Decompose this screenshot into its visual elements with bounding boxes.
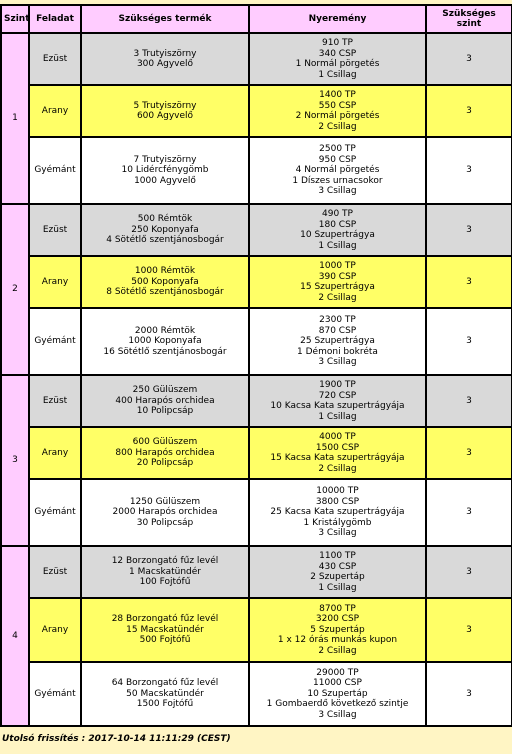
required-item: 300 Agyvelő <box>136 59 194 69</box>
quest-table <box>0 4 512 727</box>
task-cell: Ezüst <box>29 204 81 256</box>
task-cell: Gyémánt <box>29 479 81 546</box>
required-item: 10 Lidércfénygömb <box>121 165 209 176</box>
reward-item: 180 CSP <box>318 219 357 230</box>
reward-cell <box>249 308 426 375</box>
required-item: 1000 Agyvelő <box>134 175 196 186</box>
req-level-cell: 3 <box>426 256 512 308</box>
reward-cell <box>249 85 426 137</box>
reward-cell <box>249 427 426 479</box>
header-req-level: Szükséges szint <box>426 5 512 33</box>
reward-item: 25 Szupertrágya <box>300 336 375 347</box>
required-cell <box>81 479 249 546</box>
reward-item: 10 Szupertáp <box>307 688 368 699</box>
reward-item: 1500 CSP <box>315 442 360 453</box>
reward-item: 720 CSP <box>318 390 357 401</box>
required-item: 250 Gülüszem <box>132 385 198 396</box>
required-item: 30 Polipcsáp <box>136 517 194 528</box>
reward-item: 1 Gombaerdő következő szintje <box>266 699 409 710</box>
reward-item: 2 Csillag <box>318 292 357 303</box>
reward-item: 2 Csillag <box>318 463 357 474</box>
reward-cell <box>249 33 426 85</box>
req-level-cell: 3 <box>426 33 512 85</box>
table-row <box>1 85 512 137</box>
table-row <box>1 375 512 427</box>
required-cell <box>81 204 249 256</box>
required-cell <box>81 427 249 479</box>
required-item: 16 Sötétlő szentjánosbogár <box>103 346 227 357</box>
reward-item: 29000 TP <box>316 667 359 678</box>
reward-item: 550 CSP <box>318 100 357 111</box>
reward-cell <box>249 662 426 726</box>
reward-item: 10 Szupertrágya <box>300 230 375 240</box>
level-cell: 4 <box>1 546 29 726</box>
required-item: 2000 Rémtök <box>134 325 196 336</box>
required-item: 250 Koponyafa <box>131 224 199 235</box>
req-level-cell: 3 <box>426 137 512 204</box>
required-item: 2000 Harapós orchidea <box>112 507 218 518</box>
task-cell: Gyémánt <box>29 308 81 375</box>
req-level-cell: 3 <box>426 427 512 479</box>
reward-item: 3 Csillag <box>318 186 357 197</box>
quest-table-body <box>1 33 512 726</box>
req-level-cell: 3 <box>426 85 512 137</box>
reward-item: 340 CSP <box>318 48 357 59</box>
req-level-cell: 3 <box>426 479 512 546</box>
task-cell: Arany <box>29 256 81 308</box>
reward-item: 1 Kristálygömb <box>303 517 372 528</box>
reward-item: 1 Csillag <box>318 240 357 251</box>
reward-item: 4000 TP <box>319 432 356 442</box>
task-cell: Arany <box>29 427 81 479</box>
task-cell: Ezüst <box>29 375 81 427</box>
reward-item: 1 Csillag <box>318 69 357 80</box>
table-row <box>1 427 512 479</box>
header-row <box>1 5 512 33</box>
required-item: 500 Fojtófű <box>139 635 191 646</box>
required-item: 1000 Rémtök <box>134 266 196 277</box>
required-cell <box>81 375 249 427</box>
reward-cell <box>249 598 426 662</box>
reward-item: 2 Csillag <box>318 121 357 132</box>
required-cell <box>81 598 249 662</box>
reward-item: 1400 TP <box>319 90 356 100</box>
table-row <box>1 33 512 85</box>
reward-cell <box>249 137 426 204</box>
required-item: 8 Sötétlő szentjánosbogár <box>106 287 224 298</box>
reward-item: 4 Normál pörgetés <box>295 165 380 176</box>
required-item: 1000 Koponyafa <box>128 336 202 347</box>
header-task: Feladat <box>29 5 81 33</box>
reward-item: 10000 TP <box>316 486 359 497</box>
required-cell <box>81 308 249 375</box>
reward-item: 8700 TP <box>319 603 356 614</box>
table-row <box>1 479 512 546</box>
table-row <box>1 662 512 726</box>
reward-item: 1 x 12 órás munkás kupon <box>277 635 398 646</box>
table-row <box>1 256 512 308</box>
reward-cell <box>249 256 426 308</box>
task-cell: Arany <box>29 598 81 662</box>
required-item: 12 Borzongató fűz levél <box>111 556 219 567</box>
req-level-cell: 3 <box>426 375 512 427</box>
header-reward: Nyeremény <box>249 5 426 33</box>
reward-item: 3 Csillag <box>318 528 357 539</box>
task-cell: Ezüst <box>29 33 81 85</box>
required-item: 64 Borzongató fűz levél <box>111 678 219 689</box>
reward-item: 1 Csillag <box>318 582 357 593</box>
task-cell: Gyémánt <box>29 662 81 726</box>
required-item: 100 Fojtófű <box>139 577 191 588</box>
required-item: 20 Polipcsáp <box>136 458 194 469</box>
required-item: 500 Koponyafa <box>131 276 199 287</box>
header-required: Szükséges termék <box>81 5 249 33</box>
required-cell <box>81 256 249 308</box>
reward-item: 1 Normál pörgetés <box>295 59 380 69</box>
last-updated: Utolsó frissítés : 2017-10-14 11:11:29 (CEST) <box>2 734 231 744</box>
level-cell: 3 <box>1 375 29 546</box>
required-item: 4 Sötétlő szentjánosbogár <box>106 235 224 246</box>
level-cell: 1 <box>1 33 29 204</box>
required-item: 1500 Fojtófű <box>136 699 194 710</box>
reward-item: 490 TP <box>322 209 353 219</box>
table-row <box>1 204 512 256</box>
reward-cell <box>249 204 426 256</box>
required-item: 15 Macskatündér <box>126 624 204 635</box>
reward-item: 3800 CSP <box>315 496 360 507</box>
required-item: 1250 Gülüszem <box>129 496 201 507</box>
reward-item: 1000 TP <box>319 261 356 271</box>
required-item: 28 Borzongató fűz levél <box>111 614 219 625</box>
required-item: 5 Trutyiszörny <box>133 100 197 111</box>
reward-item: 3 Csillag <box>318 357 357 368</box>
required-item: 500 Rémtök <box>137 214 193 225</box>
req-level-cell: 3 <box>426 662 512 726</box>
reward-item: 2 Csillag <box>318 645 357 656</box>
required-cell <box>81 33 249 85</box>
reward-item: 5 Szupertáp <box>310 624 365 635</box>
reward-item: 10 Kacsa Kata szupertrágyája <box>270 401 405 411</box>
reward-item: 3 Csillag <box>318 709 357 720</box>
required-item: 1 Macskatündér <box>129 566 201 577</box>
reward-item: 1 Csillag <box>318 411 357 422</box>
reward-item: 870 CSP <box>318 325 357 336</box>
reward-item: 2500 TP <box>319 144 356 155</box>
reward-item: 430 CSP <box>318 561 357 572</box>
reward-item: 15 Kacsa Kata szupertrágyája <box>270 453 405 463</box>
table-row <box>1 546 512 598</box>
reward-item: 3200 CSP <box>315 614 360 625</box>
level-cell: 2 <box>1 204 29 375</box>
reward-item: 1900 TP <box>319 380 356 390</box>
reward-cell <box>249 479 426 546</box>
required-item: 10 Polipcsáp <box>136 406 194 417</box>
reward-item: 25 Kacsa Kata szupertrágyája <box>270 507 405 518</box>
required-item: 600 Gülüszem <box>132 437 198 448</box>
required-item: 600 Agyvelő <box>136 111 194 121</box>
req-level-cell: 3 <box>426 308 512 375</box>
reward-item: 15 Szupertrágya <box>300 282 375 292</box>
reward-item: 390 CSP <box>318 271 357 282</box>
task-cell: Gyémánt <box>29 137 81 204</box>
req-level-cell: 3 <box>426 204 512 256</box>
required-item: 800 Harapós orchidea <box>115 447 215 458</box>
req-level-cell: 3 <box>426 546 512 598</box>
reward-item: 2300 TP <box>319 315 356 326</box>
req-level-cell: 3 <box>426 598 512 662</box>
reward-cell <box>249 375 426 427</box>
required-cell <box>81 137 249 204</box>
reward-cell <box>249 546 426 598</box>
required-item: 400 Harapós orchidea <box>115 395 215 406</box>
table-row <box>1 598 512 662</box>
header-level: Szint <box>1 5 29 33</box>
required-item: 7 Trutyiszörny <box>133 154 197 165</box>
table-row <box>1 137 512 204</box>
table-row <box>1 308 512 375</box>
reward-item: 2 Szupertáp <box>310 572 365 582</box>
reward-item: 950 CSP <box>318 154 357 165</box>
required-item: 50 Macskatündér <box>126 688 204 699</box>
required-cell <box>81 546 249 598</box>
reward-item: 11000 CSP <box>313 678 362 689</box>
required-cell <box>81 662 249 726</box>
required-item: 3 Trutyiszörny <box>133 48 197 59</box>
task-cell: Arany <box>29 85 81 137</box>
reward-item: 2 Normál pörgetés <box>295 111 380 121</box>
reward-item: 1 Díszes urnacsokor <box>292 175 383 186</box>
reward-item: 1100 TP <box>319 551 356 561</box>
required-cell <box>81 85 249 137</box>
task-cell: Ezüst <box>29 546 81 598</box>
reward-item: 910 TP <box>322 38 353 48</box>
reward-item: 1 Démoni bokréta <box>297 346 378 357</box>
